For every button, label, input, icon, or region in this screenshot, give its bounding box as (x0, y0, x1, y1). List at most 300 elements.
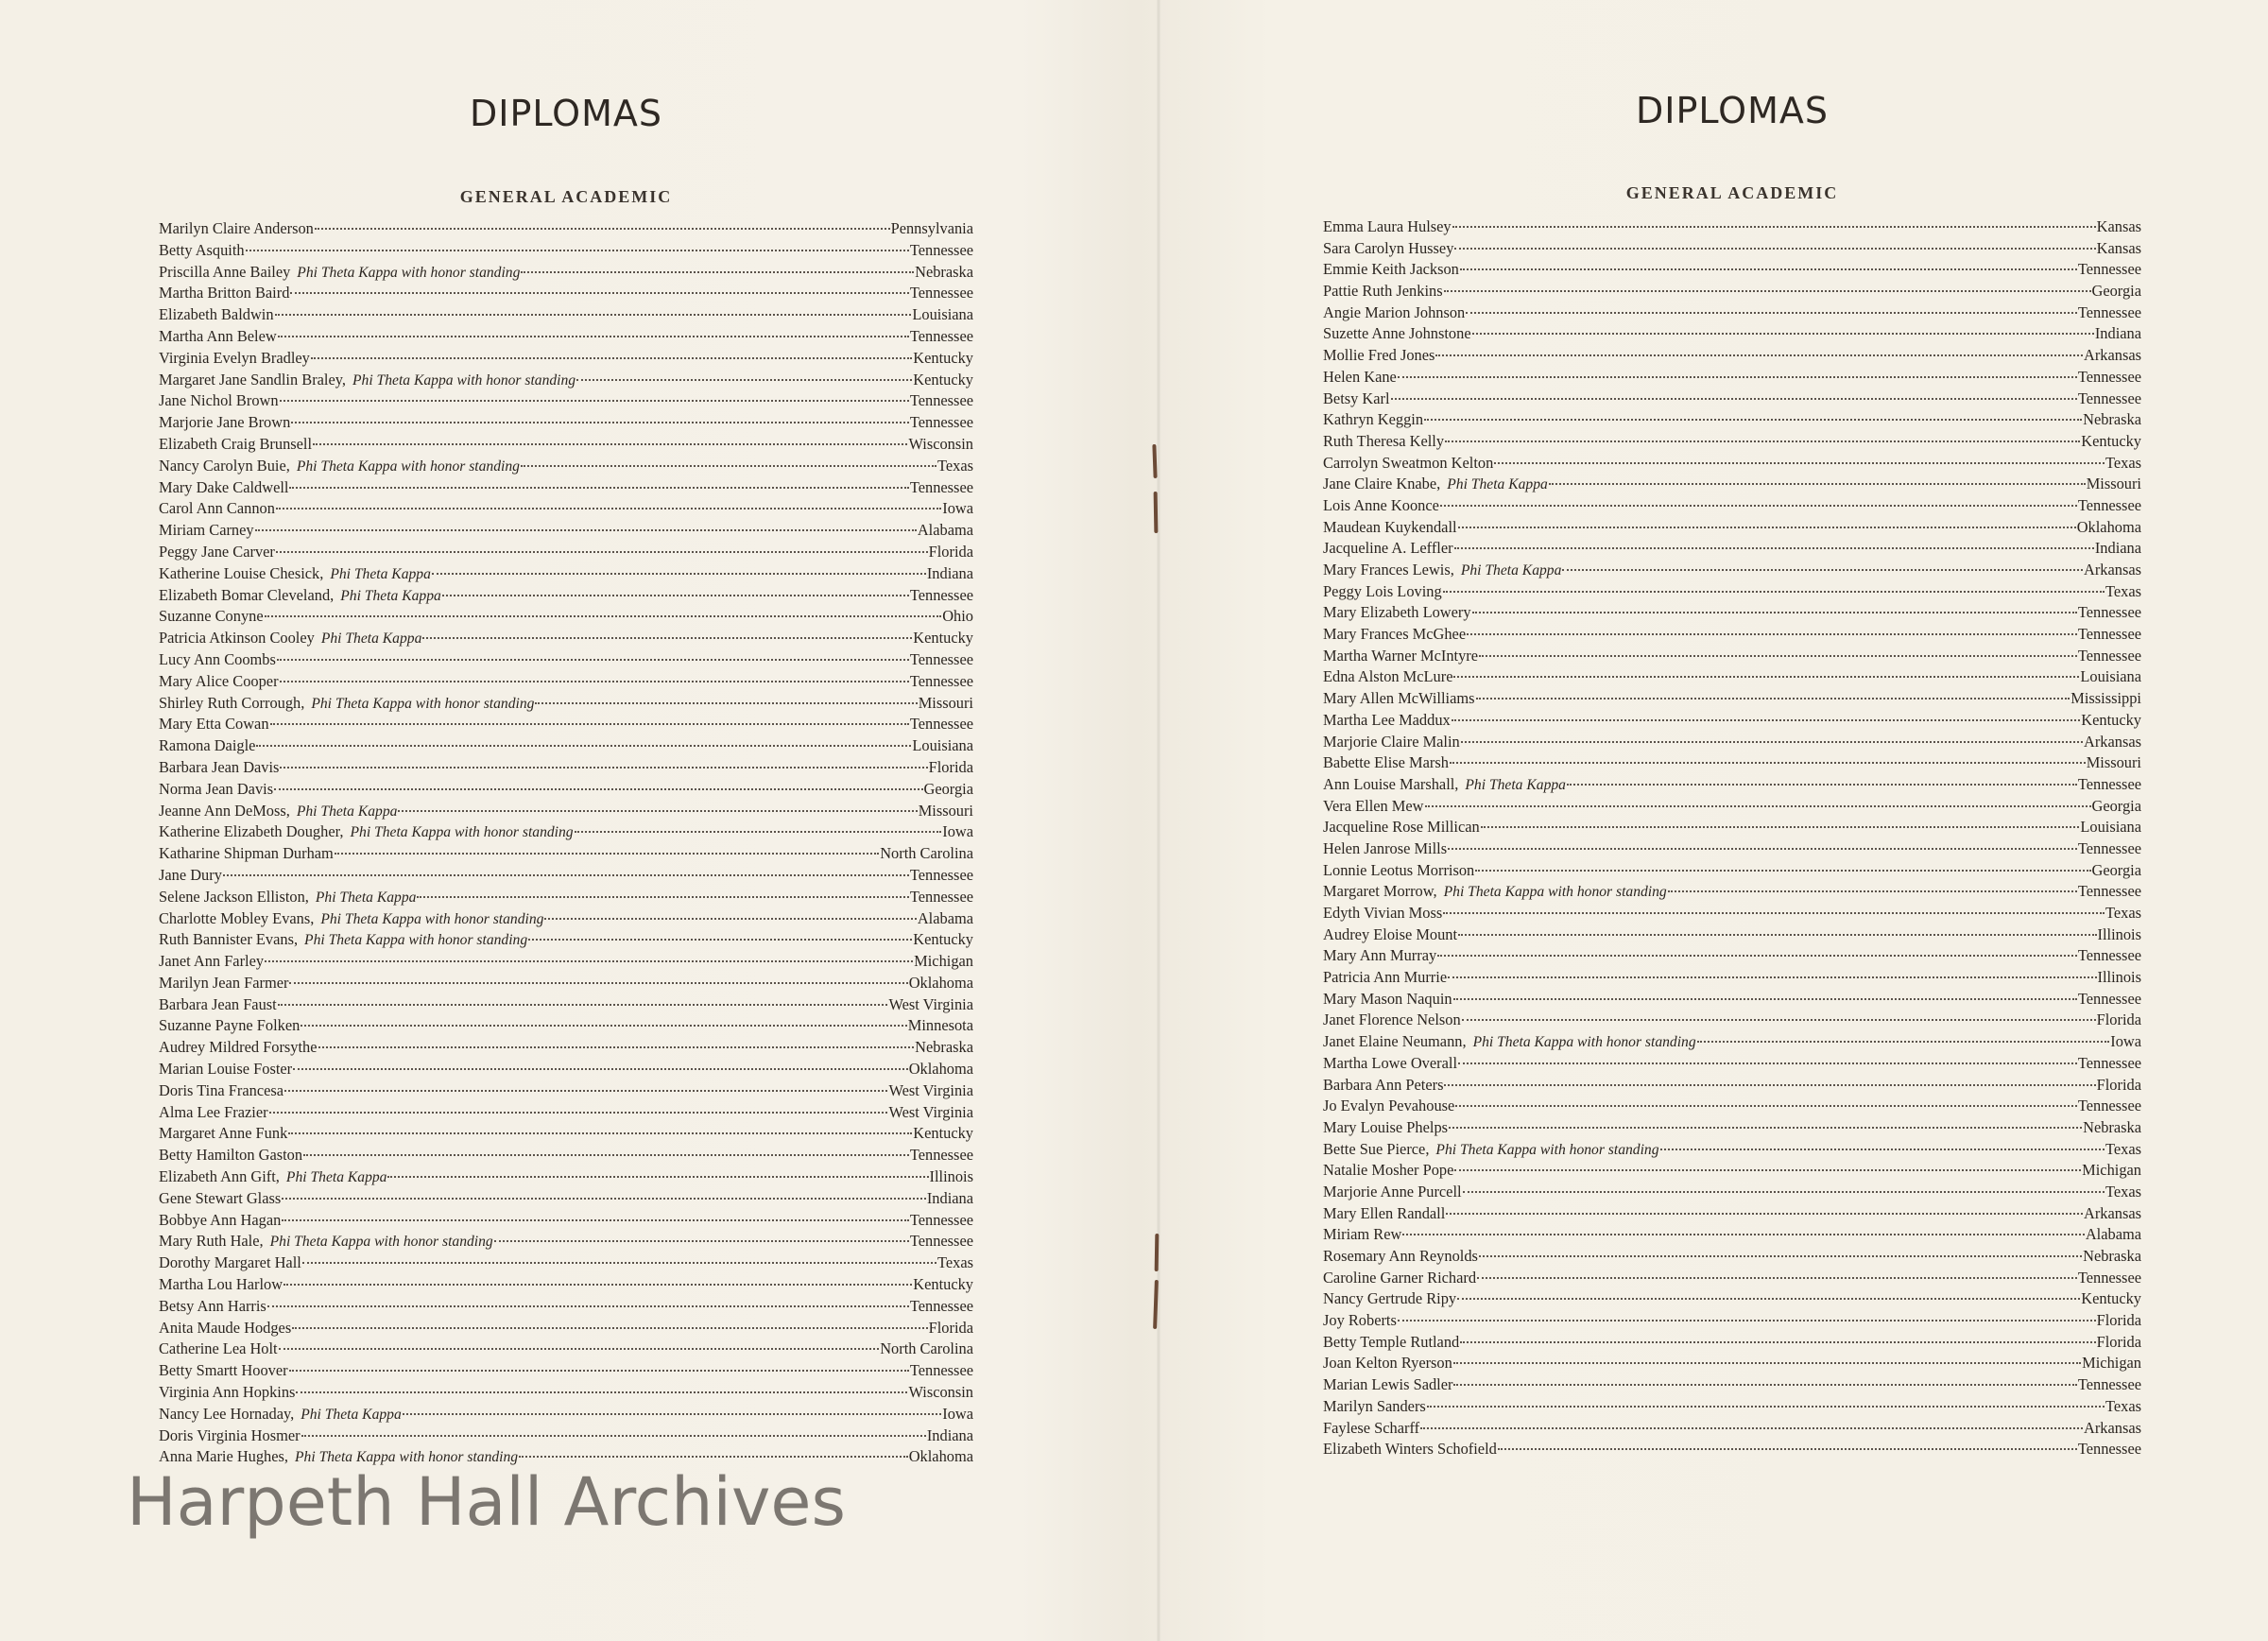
graduate-name: Emmie Keith Jackson (1323, 260, 1459, 279)
dot-leader (1460, 1340, 2095, 1343)
graduate-entry (159, 520, 973, 542)
dot-leader (1443, 911, 2105, 914)
graduate-entry (159, 1145, 973, 1166)
graduate-name: Angie Marion Johnson (1323, 302, 1466, 321)
graduate-name: Miriam Carney (159, 521, 254, 540)
graduate-name: Norma Jean Davis (159, 779, 274, 798)
dot-leader (1668, 890, 2077, 892)
graduate-name: Faylese Scharff (1323, 1418, 1420, 1437)
dot-leader (280, 680, 909, 682)
graduate-name: Selene Jackson Elliston, (159, 887, 309, 906)
graduate-entry (159, 240, 973, 262)
home-state: Kansas (2096, 238, 2141, 257)
graduate-name: Jeanne Ann DeMoss, (159, 801, 290, 820)
home-state: Louisiana (2080, 818, 2141, 837)
graduate-entry (159, 1382, 973, 1404)
dot-leader (1466, 311, 2077, 314)
home-state: West Virginia (888, 1080, 973, 1099)
dot-leader (528, 938, 912, 941)
dot-leader (1452, 718, 2081, 721)
graduate-entry (159, 1188, 973, 1210)
honor-note: Phi Theta Kappa (301, 1406, 402, 1423)
graduate-name: Shirley Ruth Corrough, (159, 693, 305, 712)
graduate-entry (1323, 860, 2141, 882)
graduate-name: Ramona Daigle (159, 736, 256, 755)
graduate-entry (1323, 1096, 2141, 1117)
graduate-name: Miriam Rew (1323, 1225, 1402, 1244)
home-state: Florida (928, 542, 973, 561)
home-state: Florida (2096, 1332, 2141, 1351)
graduate-name: Nancy Carolyn Buie, (159, 456, 290, 475)
dot-leader (293, 1067, 908, 1070)
archive-watermark: Harpeth Hall Archives (127, 1463, 846, 1541)
home-state: Arkansas (2084, 561, 2141, 579)
graduate-entry (1323, 945, 2141, 967)
graduate-entry (159, 994, 973, 1016)
graduate-name: Marian Lewis Sadler (1323, 1375, 1453, 1394)
graduate-entry (159, 735, 973, 757)
dot-leader (267, 1304, 909, 1307)
home-state: Tennessee (909, 326, 973, 345)
graduate-entry (1323, 1418, 2141, 1440)
dot-leader (223, 873, 909, 876)
graduate-entry (1323, 1031, 2141, 1053)
dot-leader (1453, 675, 2079, 678)
dot-leader (289, 1369, 909, 1372)
home-state: Oklahoma (908, 1060, 973, 1079)
graduate-name: Marjorie Claire Malin (1323, 732, 1460, 751)
home-state: Louisiana (912, 305, 973, 324)
graduate-name: Elizabeth Winters Schofield (1323, 1440, 1497, 1459)
graduate-entry (159, 498, 973, 520)
graduate-name: Mary Louise Phelps (1323, 1117, 1449, 1136)
graduate-entry (1323, 431, 2141, 453)
graduate-name: Priscilla Anne Bailey (159, 262, 291, 281)
graduate-name: Elizabeth Baldwin (159, 305, 274, 324)
graduate-entry (159, 1037, 973, 1059)
dot-leader (313, 442, 907, 445)
right-page (1323, 0, 2141, 1641)
graduate-name: Jacqueline A. Leffler (1323, 539, 1453, 558)
dot-leader (1446, 1212, 2083, 1215)
honor-note: Phi Theta Kappa (1465, 776, 1566, 793)
home-state: Tennessee (2077, 882, 2141, 901)
graduate-entry (159, 348, 973, 370)
honor-note: Phi Theta Kappa with honor standing (296, 458, 520, 475)
home-state: Tennessee (909, 715, 973, 734)
home-state: Nebraska (2083, 1117, 2141, 1136)
honor-note: Phi Theta Kappa with honor standing (1472, 1034, 1696, 1051)
home-state: Kentucky (913, 1124, 973, 1143)
graduate-entry (1323, 838, 2141, 860)
graduate-name: Suzanne Payne Folken (159, 1016, 301, 1035)
dot-leader (256, 744, 911, 747)
dot-leader (1460, 268, 2077, 270)
dot-leader (1453, 997, 2077, 1000)
dot-leader (318, 1045, 915, 1048)
dot-leader (301, 1024, 906, 1027)
graduate-name: Lucy Ann Coombs (159, 649, 276, 668)
graduate-name: Kathryn Keggin (1323, 410, 1424, 429)
graduate-name: Helen Janrose Mills (1323, 838, 1448, 857)
home-state: Indiana (2094, 324, 2141, 343)
home-state: Kentucky (2081, 710, 2141, 729)
graduate-name: Suzette Anne Johnstone (1323, 324, 1471, 343)
home-state: Tennessee (2077, 260, 2141, 279)
dot-leader (1479, 1254, 2082, 1257)
dot-leader (576, 378, 912, 381)
dot-leader (274, 787, 922, 790)
dot-leader (1454, 546, 2094, 549)
dot-leader (1458, 933, 2097, 936)
graduate-entry (159, 714, 973, 735)
home-state: Arkansas (2084, 1203, 2141, 1222)
graduate-entry (159, 887, 973, 908)
graduate-entry (1323, 453, 2141, 475)
graduate-name: Rosemary Ann Reynolds (1323, 1247, 1478, 1265)
graduate-name: Mary Alice Cooper (159, 671, 279, 690)
home-state: Texas (937, 1253, 973, 1272)
graduate-name: Jacqueline Rose Millican (1323, 818, 1480, 837)
home-state: Tennessee (909, 413, 973, 432)
graduate-entry (1323, 581, 2141, 603)
graduate-entry (1323, 710, 2141, 732)
dot-leader (417, 895, 908, 898)
dot-leader (1476, 697, 2070, 700)
graduate-entry (1323, 474, 2141, 495)
home-state: Texas (2105, 581, 2141, 600)
graduate-entry (159, 1339, 973, 1360)
graduate-entry (1323, 1203, 2141, 1225)
graduate-entry (159, 757, 973, 779)
home-state: Ohio (942, 607, 973, 626)
graduate-entry (159, 1210, 973, 1232)
home-state: Iowa (942, 499, 973, 518)
graduate-entry (159, 304, 973, 326)
graduate-entry (159, 671, 973, 693)
honor-note: Phi Theta Kappa with honor standing (1435, 1141, 1659, 1158)
home-state: Arkansas (2084, 1418, 2141, 1437)
graduate-name: Martha Ann Belew (159, 326, 277, 345)
home-state: Arkansas (2084, 732, 2141, 751)
graduate-name: Betty Smartt Hoover (159, 1361, 288, 1380)
home-state: Kentucky (913, 1275, 973, 1294)
graduate-name: Mary Dake Caldwell (159, 477, 289, 496)
graduate-name: Betsy Karl (1323, 389, 1390, 407)
dot-leader (276, 507, 941, 510)
graduate-name: Caroline Garner Richard (1323, 1268, 1477, 1287)
graduate-name: Mary Frances McGhee (1323, 625, 1467, 644)
graduate-name: Mary Etta Cowan (159, 715, 269, 734)
graduate-entry (1323, 1053, 2141, 1075)
dot-leader (278, 335, 909, 337)
graduate-name: Anita Maude Hodges (159, 1318, 292, 1337)
dot-leader (282, 1218, 909, 1221)
home-state: Michigan (914, 952, 973, 971)
graduate-entry (1323, 323, 2141, 345)
dot-leader (1458, 526, 2076, 528)
dot-leader (1437, 954, 2077, 957)
graduate-name: Joy Roberts (1323, 1311, 1397, 1330)
home-state: Florida (2096, 1311, 2141, 1330)
graduate-name: Elizabeth Bomar Cleveland, (159, 585, 335, 604)
dot-leader (1398, 1319, 2096, 1321)
home-state: Illinois (929, 1167, 973, 1186)
home-state: Tennessee (2077, 389, 2141, 407)
home-state: Indiana (926, 563, 973, 582)
dot-leader (279, 1347, 880, 1350)
home-state: Oklahoma (2076, 517, 2141, 536)
graduate-name: Edna Alston McLure (1323, 667, 1453, 686)
graduate-entry (1323, 881, 2141, 903)
graduate-entry (1323, 216, 2141, 238)
graduate-entry (159, 326, 973, 348)
dot-leader (1479, 654, 2077, 657)
dot-leader (276, 550, 928, 553)
honor-note: Phi Theta Kappa (340, 587, 441, 604)
graduate-name: Betty Hamilton Gaston (159, 1146, 303, 1165)
home-state: Florida (2096, 1011, 2141, 1029)
graduate-name: Janet Elaine Neumann, (1323, 1032, 1467, 1051)
home-state: Tennessee (2077, 838, 2141, 857)
home-state: Wisconsin (908, 434, 973, 453)
honor-note: Phi Theta Kappa with honor standing (295, 1449, 519, 1466)
graduate-name: Elizabeth Ann Gift, (159, 1167, 280, 1186)
dot-leader (575, 830, 942, 833)
home-state: Tennessee (2077, 1268, 2141, 1287)
dot-leader (290, 291, 908, 294)
home-state: Tennessee (909, 391, 973, 410)
home-state: Tennessee (909, 477, 973, 496)
dot-leader (403, 1412, 941, 1415)
dot-leader (270, 722, 909, 725)
home-state: North Carolina (880, 1339, 973, 1358)
dot-leader (284, 1283, 912, 1286)
home-state: Georgia (2091, 282, 2141, 301)
graduate-name: Marilyn Claire Anderson (159, 219, 314, 237)
graduate-name: Katherine Louise Chesick, (159, 563, 324, 582)
dot-leader (1562, 568, 2083, 571)
graduate-name: Marilyn Jean Farmer (159, 973, 289, 992)
graduate-name: Margaret Jane Sandlin Braley, (159, 370, 346, 389)
home-state: Kentucky (913, 930, 973, 949)
graduate-entry (159, 283, 973, 304)
home-state: Tennessee (909, 284, 973, 302)
graduate-name: Martha Warner McIntyre (1323, 646, 1479, 665)
graduate-entry (1323, 1160, 2141, 1182)
graduate-name: Margaret Anne Funk (159, 1124, 288, 1143)
home-state: Tennessee (909, 1296, 973, 1315)
home-state: Georgia (2091, 796, 2141, 815)
home-state: Michigan (2082, 1354, 2141, 1373)
home-state: Georgia (2091, 860, 2141, 879)
graduate-entry (1323, 774, 2141, 796)
graduate-name: Catherine Lea Holt (159, 1339, 278, 1358)
graduate-entry (159, 929, 973, 951)
home-state: Kentucky (913, 348, 973, 367)
dot-leader (289, 981, 907, 984)
dot-leader (265, 959, 913, 962)
page-title: DIPLOMAS (1635, 90, 1829, 131)
graduate-entry (159, 1231, 973, 1252)
graduate-name: Nancy Lee Hornaday, (159, 1404, 295, 1423)
graduate-name: Patricia Atkinson Cooley (159, 629, 315, 648)
graduate-name: Jane Claire Knabe, (1323, 475, 1441, 493)
dot-leader (1458, 1062, 2077, 1064)
home-state: Tennessee (909, 1232, 973, 1251)
graduate-name: Elizabeth Craig Brunsell (159, 434, 313, 453)
dot-leader (282, 1197, 926, 1200)
graduate-name: Pattie Ruth Jenkins (1323, 282, 1443, 301)
honor-note: Phi Theta Kappa (285, 1169, 387, 1186)
dot-leader (1472, 332, 2094, 335)
graduate-entry (1323, 495, 2141, 517)
home-state: Minnesota (907, 1016, 973, 1035)
dot-leader (1453, 1361, 2081, 1364)
left-page (159, 0, 973, 1641)
honor-note: Phi Theta Kappa with honor standing (352, 371, 576, 389)
dot-leader (442, 594, 909, 596)
graduate-name: Marian Louise Foster (159, 1060, 293, 1079)
dot-leader (1454, 247, 2095, 250)
graduate-entry (1323, 1396, 2141, 1418)
dot-leader (544, 917, 916, 920)
graduate-entry (159, 412, 973, 434)
home-state: Tennessee (909, 1210, 973, 1229)
graduate-entry (159, 1425, 973, 1447)
home-state: Indiana (2094, 539, 2141, 558)
graduate-entry (1323, 1117, 2141, 1139)
graduate-entry (1323, 1182, 2141, 1203)
graduate-name: Barbara Ann Peters (1323, 1075, 1444, 1094)
graduate-name: Helen Kane (1323, 367, 1397, 386)
graduate-entry (159, 973, 973, 994)
graduate-entry (159, 843, 973, 865)
dot-leader (1445, 440, 2080, 442)
dot-leader (1549, 482, 2086, 485)
honor-note: Phi Theta Kappa with honor standing (311, 695, 535, 712)
dot-leader (521, 464, 936, 467)
dot-leader (1697, 1040, 2110, 1043)
home-state: Illinois (2097, 924, 2141, 943)
staple-mark (1155, 1234, 1160, 1271)
dot-leader (291, 421, 909, 423)
graduate-entry (1323, 602, 2141, 624)
graduate-entry (1323, 646, 2141, 667)
home-state: West Virginia (888, 994, 973, 1013)
dot-leader (284, 1089, 887, 1092)
home-state: Missouri (918, 801, 973, 820)
dot-leader (275, 313, 912, 316)
dot-leader (292, 1326, 927, 1329)
home-state: Arkansas (2084, 346, 2141, 365)
graduate-name: Barbara Jean Faust (159, 994, 277, 1013)
home-state: West Virginia (888, 1102, 973, 1121)
dot-leader (303, 1153, 909, 1156)
graduate-name: Edyth Vivian Moss (1323, 904, 1443, 922)
home-state: Texas (2105, 453, 2141, 472)
graduate-entry (159, 370, 973, 391)
home-state: Tennessee (909, 649, 973, 668)
honor-note: Phi Theta Kappa (330, 565, 431, 582)
home-state: Oklahoma (908, 1447, 973, 1466)
graduate-entry (159, 693, 973, 715)
graduate-entry (159, 1296, 973, 1318)
graduate-name: Mary Elizabeth Lowery (1323, 603, 1471, 622)
graduate-name: Ann Louise Marshall, (1323, 774, 1459, 793)
home-state: Tennessee (2077, 367, 2141, 386)
graduate-name: Margaret Morrow, (1323, 882, 1437, 901)
graduate-entry (1323, 1224, 2141, 1246)
home-state: Indiana (926, 1425, 973, 1444)
section-heading: GENERAL ACADEMIC (459, 187, 673, 206)
graduate-entry (1323, 560, 2141, 581)
graduate-name: Carrolyn Sweatmon Kelton (1323, 453, 1494, 472)
graduate-name: Betty Temple Rutland (1323, 1332, 1460, 1351)
graduate-entry (1323, 732, 2141, 753)
honor-note: Phi Theta Kappa with honor standing (304, 932, 528, 949)
home-state: Florida (2096, 1075, 2141, 1094)
graduate-entry (1323, 517, 2141, 539)
graduate-entry (159, 218, 973, 240)
home-state: Florida (928, 757, 973, 776)
honor-note: Phi Theta Kappa with honor standing (1443, 884, 1667, 901)
dot-leader (1452, 225, 2096, 228)
graduate-entry (159, 1123, 973, 1145)
graduate-name: Suzanne Conyne (159, 607, 264, 626)
dot-leader (1475, 869, 2090, 872)
graduate-name: Maudean Kuykendall (1323, 517, 1457, 536)
graduate-name: Doris Tina Francesa (159, 1080, 284, 1099)
graduate-entry (1323, 624, 2141, 646)
graduate-name: Audrey Eloise Mount (1323, 924, 1458, 943)
dot-leader (1498, 1447, 2077, 1450)
graduate-name: Mary Frances Lewis, (1323, 561, 1454, 579)
home-state: Georgia (923, 779, 973, 798)
graduate-entry (1323, 1310, 2141, 1332)
graduate-entry (159, 1015, 973, 1037)
home-state: Nebraska (915, 1038, 973, 1057)
graduate-name: Barbara Jean Davis (159, 757, 280, 776)
graduate-name: Doris Virginia Hosmer (159, 1425, 301, 1444)
honor-note: Phi Theta Kappa (1447, 476, 1548, 493)
graduate-name: Jane Dury (159, 865, 222, 884)
dot-leader (1453, 1383, 2076, 1386)
section-heading: GENERAL ACADEMIC (1625, 183, 1839, 202)
graduate-entry (1323, 1288, 2141, 1310)
graduate-entry (159, 456, 973, 477)
dot-leader (289, 486, 908, 489)
graduate-name: Katharine Shipman Durham (159, 844, 334, 863)
dot-leader (1425, 804, 2091, 807)
home-state: Alabama (2085, 1225, 2141, 1244)
home-state: Tennessee (2077, 774, 2141, 793)
graduate-name: Bobbye Ann Hagan (159, 1210, 282, 1229)
home-state: Tennessee (2077, 1375, 2141, 1394)
graduate-entry (1323, 1246, 2141, 1268)
honor-note: Phi Theta Kappa with honor standing (269, 1234, 493, 1251)
home-state: Texas (2105, 1182, 2141, 1201)
graduate-name: Martha Lou Harlow (159, 1275, 284, 1294)
graduate-name: Ruth Bannister Evans, (159, 930, 299, 949)
home-state: Alabama (917, 908, 973, 927)
home-state: Tennessee (2077, 603, 2141, 622)
home-state: Illinois (2097, 968, 2141, 987)
home-state: Tennessee (2077, 1053, 2141, 1072)
home-state: Tennessee (2077, 625, 2141, 644)
home-state: Mississippi (2070, 689, 2141, 708)
home-state: Tennessee (909, 671, 973, 690)
